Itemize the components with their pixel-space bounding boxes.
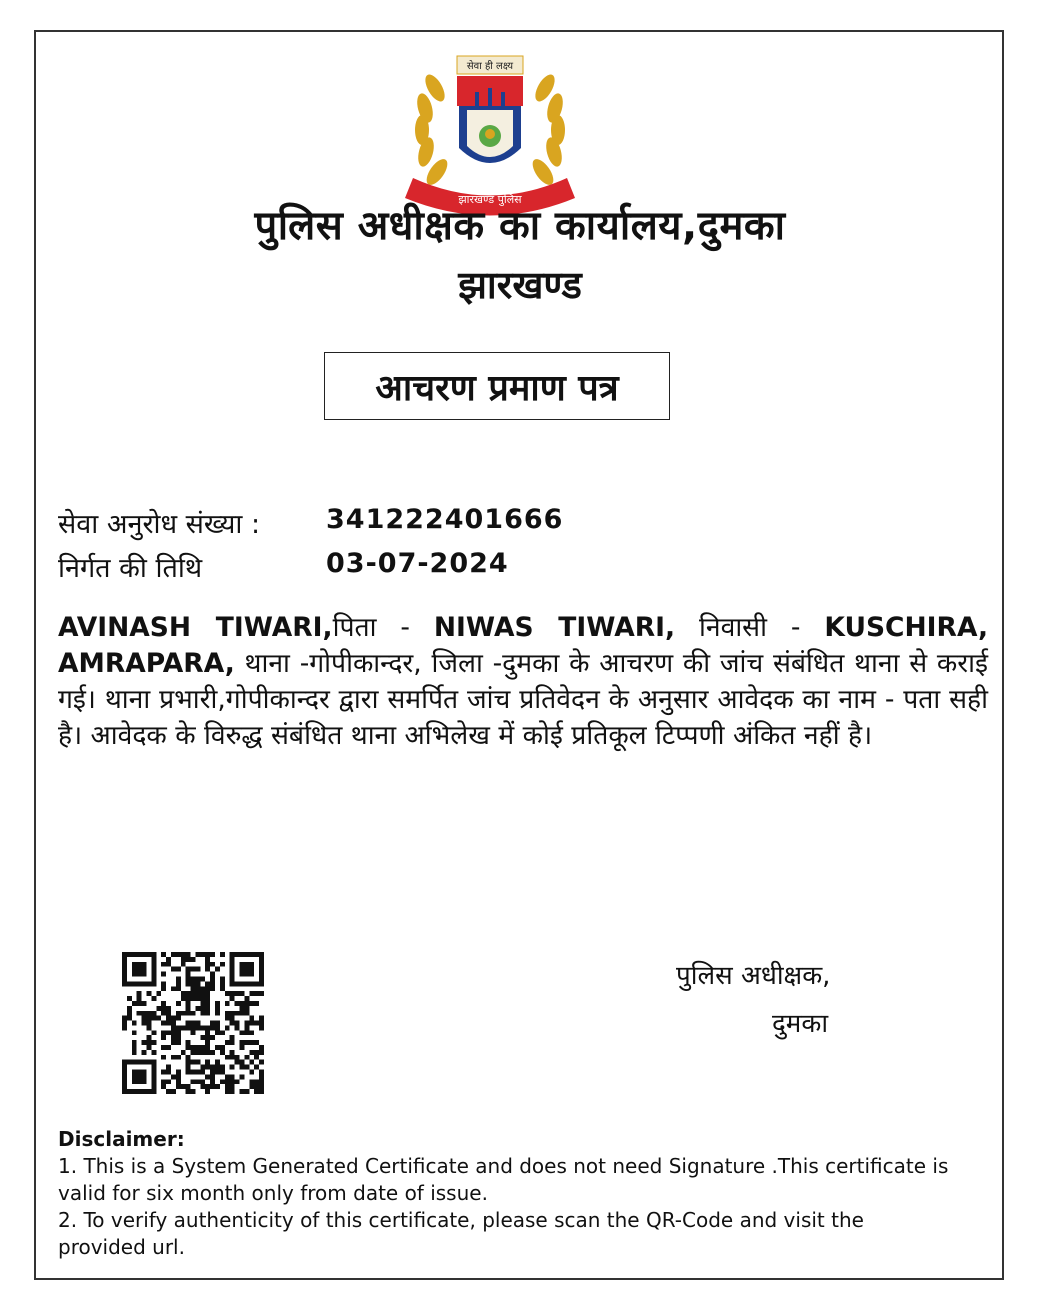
disclaimer-line-2: 2. To verify authenticity of this certificate, please scan the QR-Code and visit the provided url. (58, 1208, 864, 1259)
certificate-body (58, 610, 988, 754)
applicant-name: AVINASH TIWARI, (58, 612, 333, 643)
issue-date-value: 03-07-2024 (326, 548, 509, 579)
resident-label: निवासी - (675, 612, 825, 643)
emblem-motto: सेवा ही लक्ष्य (466, 61, 514, 72)
issue-date-row (58, 548, 509, 585)
applicant-address: KUSCHIRA, AMRAPARA, (58, 612, 989, 679)
office-title: पुलिस अधीक्षक का कार्यालय,दुमका (254, 203, 786, 249)
request-number-value: 341222401666 (326, 504, 564, 535)
disclaimer-line-1: 1. This is a System Generated Certificate and does not need Signature .This certificate is valid for six month only from date of issue. (58, 1154, 949, 1205)
issue-date-label: निर्गत की तिथि (58, 553, 203, 584)
disclaimer (58, 1126, 958, 1261)
certificate-title-text: आचरण प्रमाण पत्र (375, 367, 619, 409)
signatory-designation: पुलिस अधीक्षक, (676, 961, 831, 991)
jharkhand-police-emblem-icon (395, 48, 585, 218)
body-statement: थाना -गोपीकान्दर, जिला -दुमका के आचरण की जांच संबंधित थाना से कराई गई। थाना प्रभारी,गोपीकान्दर द्वारा समर्पित जांच प्रतिवेदन के अनुसार आवेदक का नाम - पता सही है। आवेदक के विरुद्ध संबंधित थाना अभिलेख में कोई प्रतिकूल टिप्पणी अंकित नहीं है। (58, 648, 988, 751)
father-name: NIWAS TIWARI, (433, 612, 676, 643)
emblem-ribbon-text: झारखण्ड पुलिस (458, 193, 522, 206)
certificate-title (324, 352, 670, 420)
request-number-label: सेवा अनुरोध संख्या : (58, 509, 261, 540)
request-number-row (58, 504, 564, 541)
disclaimer-title: Disclaimer: (58, 1127, 185, 1151)
father-label: पिता - (332, 612, 434, 643)
state-title: झारखण्ड (458, 263, 582, 307)
qr-code[interactable] (122, 952, 264, 1094)
signatory-place: दुमका (772, 1009, 829, 1039)
